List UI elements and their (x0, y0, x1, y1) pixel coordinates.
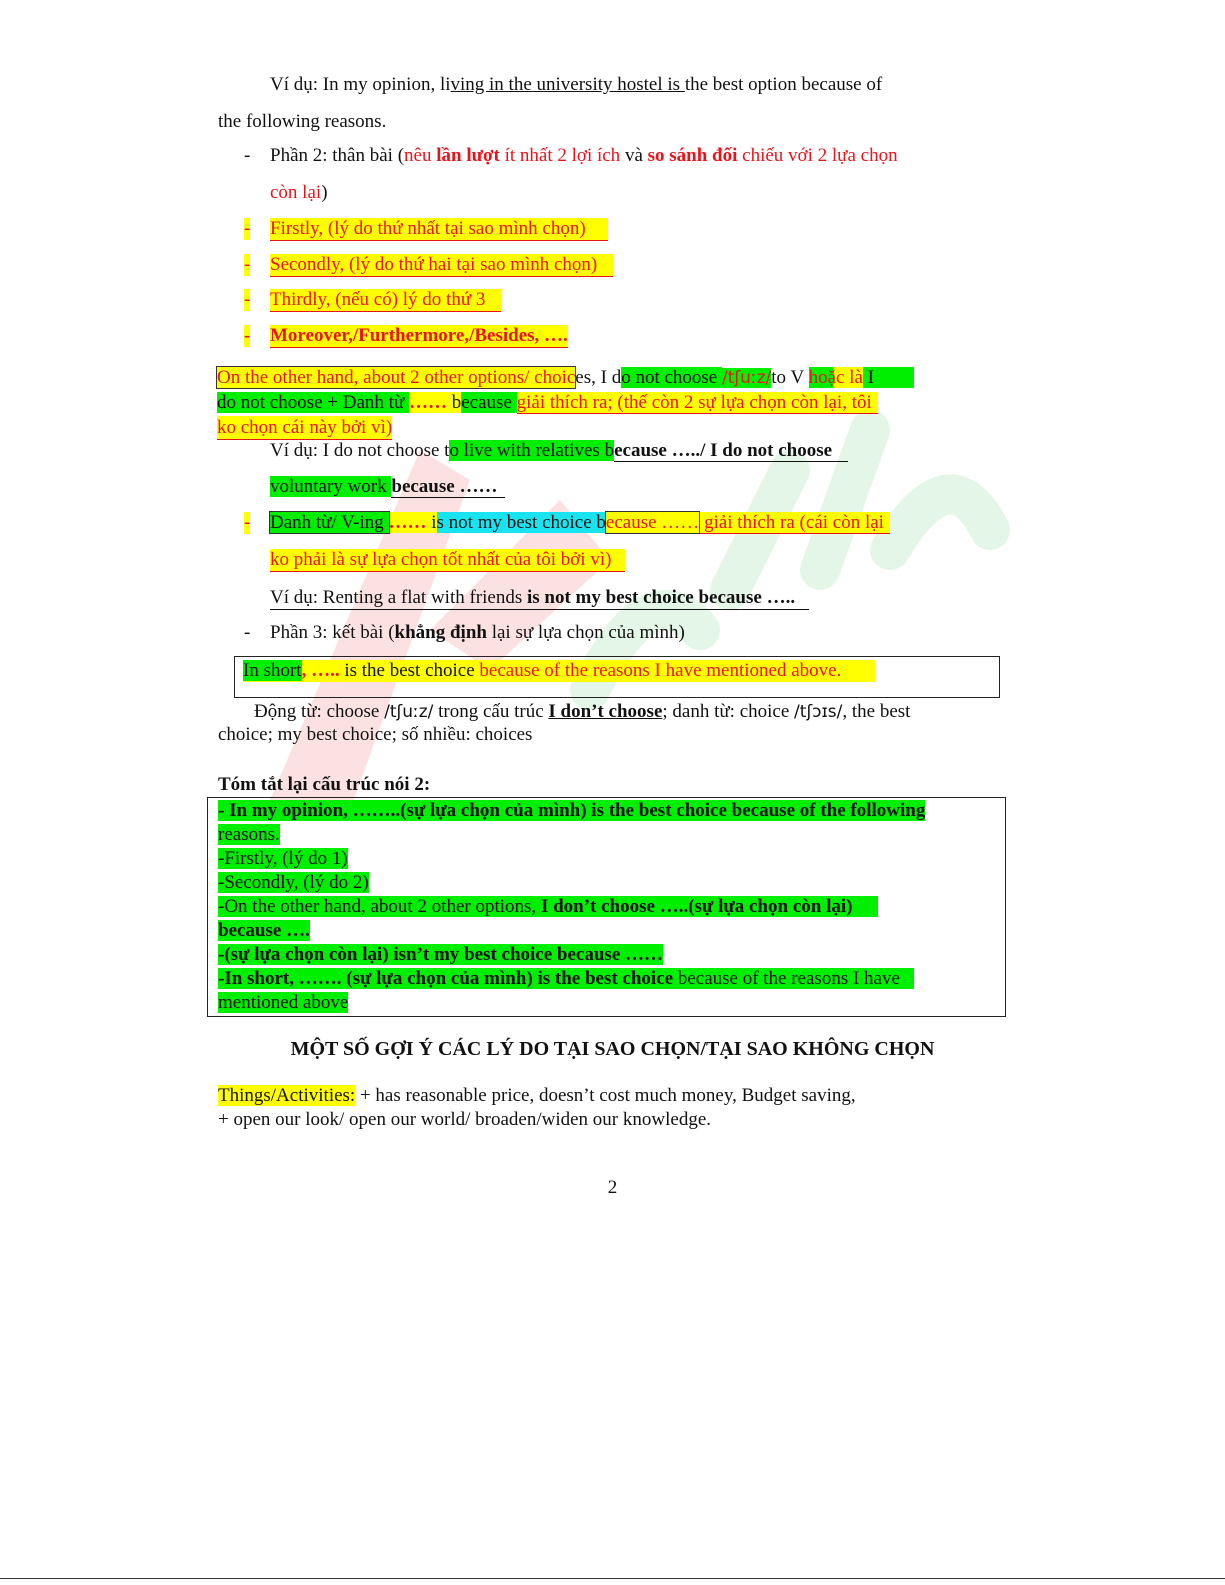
reason-bullet: - (244, 289, 251, 310)
things-line2: + open our look/ open our world/ broaden/widen our knowledge. (218, 1109, 711, 1130)
summary-line6: because …. (218, 920, 310, 941)
noun-bullet: - (244, 512, 251, 533)
part3-dash: - (244, 622, 251, 643)
reason-moreover: Moreover,/Furthermore,/Besides, …. (270, 325, 568, 346)
verb-note-line1: Động từ: choose /tʃuːz/ trong cấu trúc I don’t choose; danh từ: choice /tʃɔɪs/, the best (254, 701, 911, 722)
reason-firstly: Firstly, (lý do thứ nhất tại sao mình chọn) (270, 218, 608, 241)
part2-heading-line2: còn lại) (270, 182, 328, 203)
intro-example-line1: Ví dụ: In my opinion, living in the university hostel is the best option because of (270, 74, 883, 95)
part2-dash: - (244, 145, 251, 166)
summary-line2: reasons. (218, 824, 280, 845)
things-line1: Things/Activities: + has reasonable price, doesn’t cost much money, Budget saving, (218, 1085, 856, 1106)
part3-heading: Phần 3: kết bài (khẳng định lại sự lựa chọn của mình) (270, 622, 685, 643)
summary-line4: -Secondly, (lý do 2) (218, 872, 369, 893)
page-number: 2 (607, 1177, 618, 1198)
summary-line7: -(sự lựa chọn còn lại) isn’t my best choice because …… (218, 944, 663, 965)
summary-line1: - In my opinion, ……..(sự lựa chọn của mình) is the best choice because of the following (218, 800, 926, 821)
in-short-line: In short, ….. is the best choice because of the reasons I have mentioned above. (243, 660, 875, 682)
summary-line3: -Firstly, (lý do 1) (218, 848, 348, 869)
other-hand-line2: do not choose + Danh từ …… because giải thích ra; (thế còn 2 sự lựa chọn còn lại, tôi (217, 391, 878, 414)
noun-line2: ko phải là sự lựa chọn tốt nhất của tôi bởi vì) (270, 549, 625, 572)
reason-bullet: - (244, 218, 251, 239)
example2-line2: voluntary work because …… (270, 476, 505, 498)
summary-line5: -On the other hand, about 2 other options, I don’t choose …..(sự lựa chọn còn lại) (218, 895, 878, 918)
reason-bullet: - (244, 254, 251, 275)
summary-line8: -In short, ……. (sự lựa chọn của mình) is the best choice because of the reasons I have (218, 967, 914, 990)
verb-note-line2: choice; my best choice; số nhiều: choices (218, 724, 533, 745)
intro-example-line2: the following reasons. (218, 111, 387, 132)
reason-thirdly: Thirdly, (nếu có) lý do thứ 3 (270, 289, 501, 312)
example2-line1: Ví dụ: I do not choose to live with relatives because …../ I do not choose (270, 440, 848, 462)
other-hand-line1: On the other hand, about 2 other options/ choices, I do not choose /tʃuːz/to V hoặc là I (217, 366, 914, 390)
summary-line9: mentioned above (218, 992, 349, 1013)
reason-bullet: - (244, 325, 251, 346)
summary-title: Tóm tắt lại cấu trúc nói 2: (218, 774, 431, 795)
reason-secondly: Secondly, (lý do thứ hai tại sao mình chọn) (270, 254, 613, 277)
page-bottom-divider (0, 1578, 1225, 1579)
example3: Ví dụ: Renting a flat with friends is not my best choice because ….. (270, 587, 809, 610)
other-hand-line3: ko chọn cái này bởi vì) (217, 417, 393, 438)
suggestions-heading: MỘT SỐ GỢI Ý CÁC LÝ DO TẠI SAO CHỌN/TẠI SAO KHÔNG CHỌN (290, 1038, 935, 1060)
noun-line1: Danh từ/ V-ing …… is not my best choice because …… giải thích ra (cái còn lại (270, 512, 890, 534)
part2-heading: Phần 2: thân bài (nêu lần lượt ít nhất 2 lợi ích và so sánh đối chiếu với 2 lựa chọn (270, 145, 898, 166)
